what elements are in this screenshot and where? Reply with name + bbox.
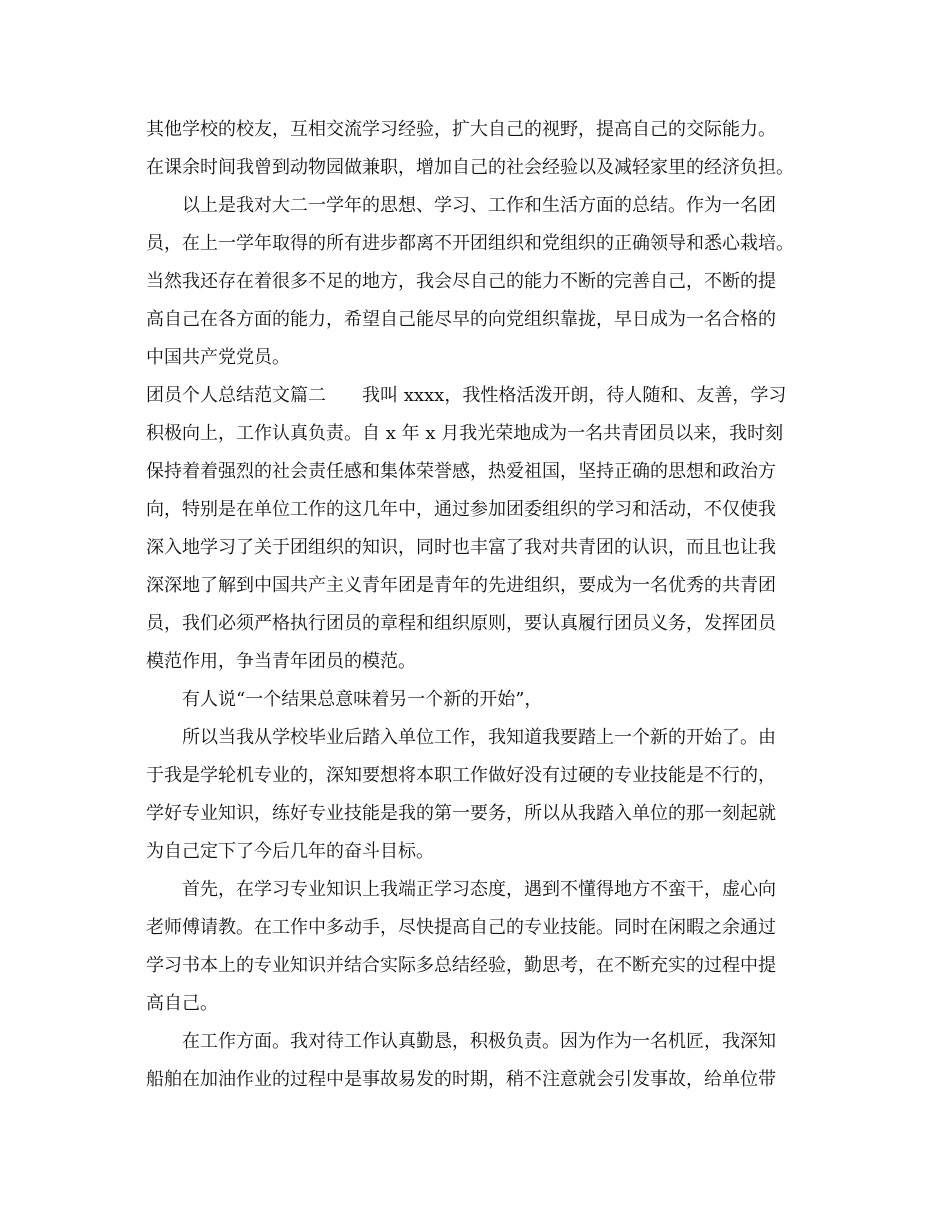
text-line: 首先，在学习专业知识上我端正学习态度，遇到不懂得地方不蛮干，虚心向 <box>182 879 776 900</box>
text-line: 学习书本上的专业知识并结合实际多总结经验，勤思考，在不断充实的过程中提 <box>146 955 776 976</box>
text-line: 为自己定下了今后几年的奋斗目标。 <box>146 841 434 862</box>
text-line: 有人说“一个结果总意味着另一个新的开始”， <box>182 689 543 710</box>
text-line: 深入地学习了关于团组织的知识，同时也丰富了我对共青团的认识，而且也让我 <box>146 537 776 558</box>
text-line: 在课余时间我曾到动物园做兼职，增加自己的社会经验以及减轻家里的经济负担。 <box>146 157 794 178</box>
text-line: 深深地了解到中国共产主义青年团是青年的先进组织，要成为一名优秀的共青团 <box>146 575 776 596</box>
text-line: 中国共产党党员。 <box>146 347 290 368</box>
text-line: 于我是学轮机专业的，深知要想将本职工作做好没有过硬的专业技能是不行的， <box>146 765 776 786</box>
text-line: 高自己。 <box>146 993 218 1014</box>
text-line: 模范作用，争当青年团员的模范。 <box>146 651 416 672</box>
text-line: 员，我们必须严格执行团员的章程和组织原则，要认真履行团员义务，发挥团员 <box>146 613 776 634</box>
text-line: 其他学校的校友，互相交流学习经验，扩大自己的视野，提高自己的交际能力。 <box>146 119 776 140</box>
text-line: 所以当我从学校毕业后踏入单位工作，我知道我要踏上一个新的开始了。由 <box>182 727 776 748</box>
text-line: 在工作方面。我对待工作认真勤恳，积极负责。因为作为一名机匠，我深知 <box>182 1031 776 1052</box>
text-line: 员，在上一学年取得的所有进步都离不开团组织和党组织的正确领导和悉心栽培。 <box>146 233 794 254</box>
text-line: 学好专业知识，练好专业技能是我的第一要务，所以从我踏入单位的那一刻起就 <box>146 803 776 824</box>
text-line: 当然我还存在着很多不足的地方，我会尽自己的能力不断的完善自己，不断的提 <box>146 271 776 292</box>
text-line: 团员个人总结范文篇二 我叫 xxxx，我性格活泼开朗，待人随和、友善，学习 <box>146 385 787 406</box>
text-line: 高自己在各方面的能力，希望自己能尽早的向党组织靠拢，早日成为一名合格的 <box>146 309 776 330</box>
text-line: 向，特别是在单位工作的这几年中，通过参加团委组织的学习和活动，不仅使我 <box>146 499 776 520</box>
text-line: 老师傅请教。在工作中多动手，尽快提高自己的专业技能。同时在闲暇之余通过 <box>146 917 776 938</box>
text-line: 船舶在加油作业的过程中是事故易发的时期，稍不注意就会引发事故，给单位带 <box>146 1069 776 1090</box>
text-line: 积极向上，工作认真负责。自 x 年 x 月我光荣地成为一名共青团员以来，我时刻 <box>146 423 784 444</box>
text-line: 保持着着强烈的社会责任感和集体荣誉感，热爱祖国，坚持正确的思想和政治方 <box>146 461 776 482</box>
text-line: 以上是我对大二一学年的思想、学习、工作和生活方面的总结。作为一名团 <box>182 195 776 216</box>
